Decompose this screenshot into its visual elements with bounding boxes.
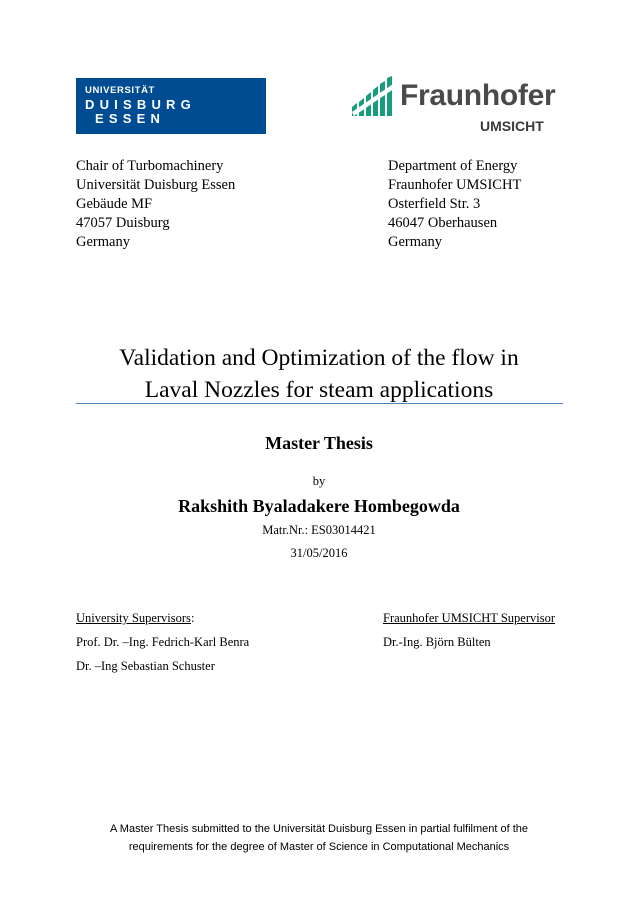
heading-colon: : (190, 611, 195, 625)
university-supervisors-heading (76, 611, 194, 626)
logo-line-duisburg: DUISBURG (85, 97, 196, 112)
fraunhofer-wordmark: Fraunhofer (400, 79, 556, 112)
address-left-line: Germany (76, 234, 130, 250)
thesis-type: Master Thesis (265, 433, 373, 453)
address-left-line: Universität Duisburg Essen (76, 177, 236, 193)
thesis-title-line: Validation and Optimization of the flow in (119, 345, 519, 371)
fraunhofer-umsicht-logo (352, 76, 562, 138)
address-right-line: Germany (388, 234, 442, 250)
fraunhofer-unit: UMSICHT (480, 118, 544, 134)
fraunhofer-supervisor-name: Dr.-Ing. Björn Bülten (383, 635, 491, 649)
address-right-line: Fraunhofer UMSICHT (388, 177, 522, 193)
university-supervisor-name: Prof. Dr. –Ing. Fedrich-Karl Benra (76, 635, 250, 649)
submission-statement (60, 820, 578, 856)
university-supervisors-heading-text: University Supervisors (76, 611, 191, 625)
thesis-title (60, 342, 578, 406)
address-right-line: Department of Energy (388, 158, 518, 174)
address-right-line: Osterfield Str. 3 (388, 196, 481, 212)
matriculation-number: Matr.Nr.: ES03014421 (262, 523, 376, 537)
thesis-title-line: Laval Nozzles for steam applications (144, 377, 494, 403)
university-duisburg-essen-logo (76, 78, 266, 134)
university-supervisor-name: Dr. –Ing Sebastian Schuster (76, 659, 215, 673)
submission-statement-line: requirements for the degree of Master of Science in Computational Mechanics (128, 841, 510, 853)
address-right-line: 46047 Oberhausen (388, 215, 498, 231)
address-left-line: Gebäude MF (76, 196, 153, 212)
address-block-right (388, 157, 521, 252)
address-left-line: Chair of Turbomachinery (76, 158, 224, 174)
by-label: by (312, 474, 326, 488)
address-block-left (76, 157, 235, 252)
address-left-line: 47057 Duisburg (76, 215, 170, 231)
fraunhofer-supervisor-heading: Fraunhofer UMSICHT Supervisor (383, 611, 555, 625)
author-name: Rakshith Byaladakere Hombegowda (178, 496, 460, 516)
logo-line-universitaet: UNIVERSITÄT (85, 85, 155, 96)
logo-line-essen: ESSEN (95, 111, 166, 126)
title-divider (76, 403, 563, 404)
submission-statement-line: A Master Thesis submitted to the Universität Duisburg Essen in partial fulfilment of the (110, 823, 528, 835)
fraunhofer-mark-icon (352, 76, 398, 116)
submission-date: 31/05/2016 (290, 546, 348, 560)
